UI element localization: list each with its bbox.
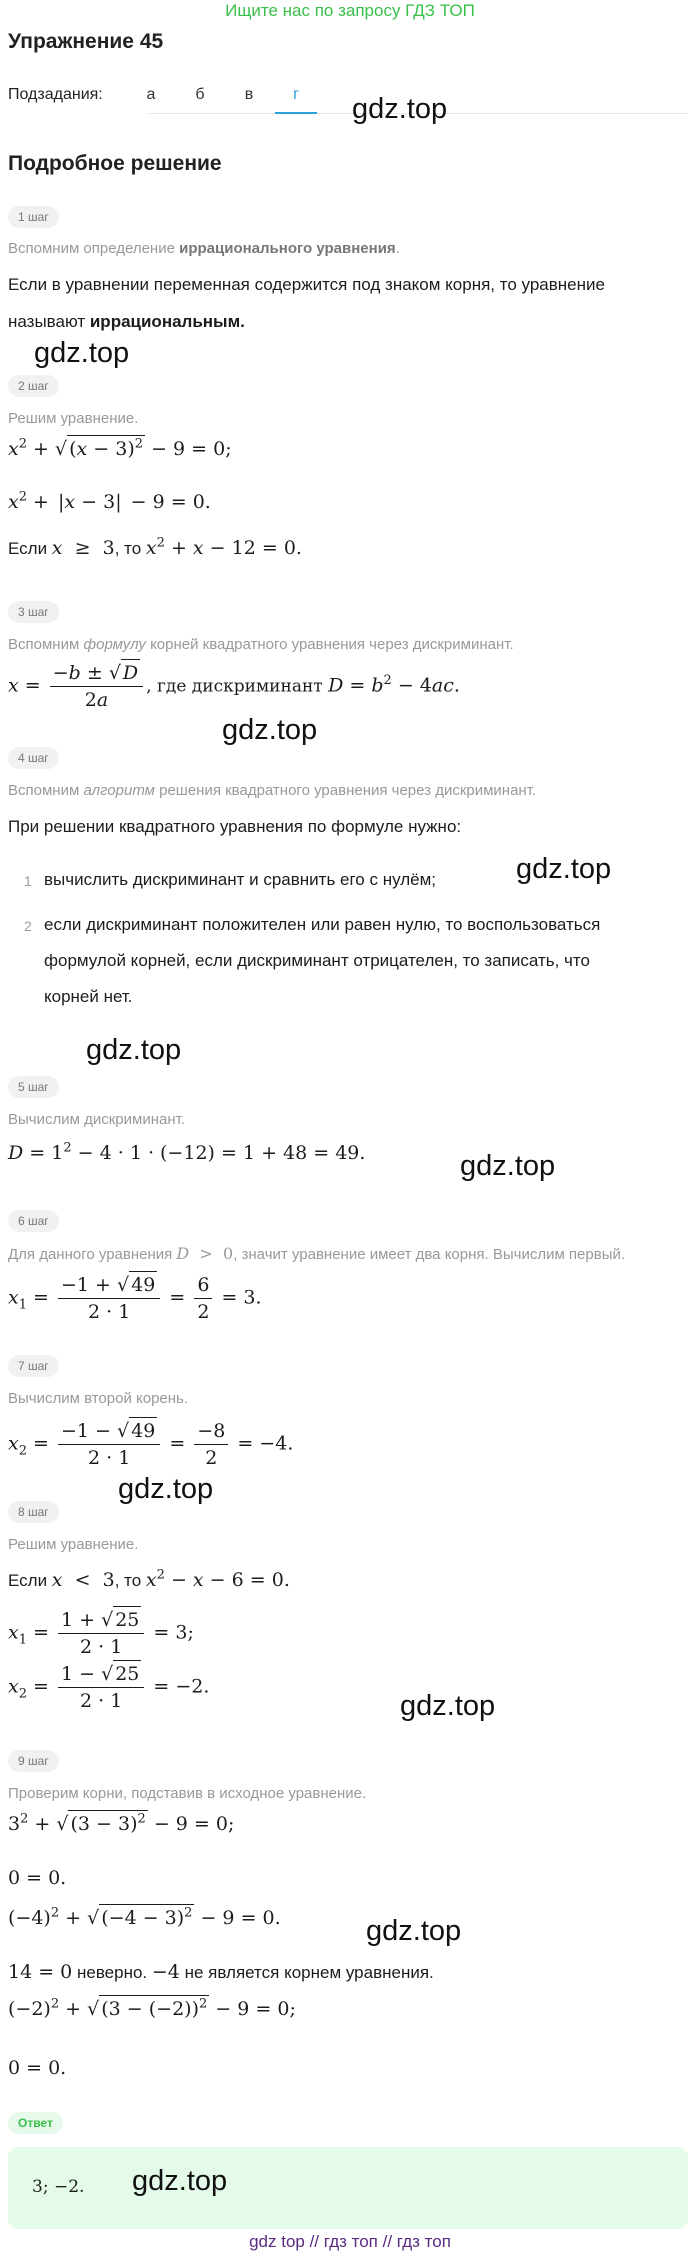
step-badge: 9 шаг — [8, 1750, 59, 1772]
watermark: gdz.top — [34, 337, 130, 369]
tab-g[interactable]: г — [293, 86, 299, 103]
equation: $(-2)^2$ + √ $(3 - (-2))^2 - 9 = 0$; — [8, 1996, 296, 2020]
watermark: gdz.top — [516, 853, 612, 885]
section-title: Подробное решение — [8, 152, 222, 175]
algorithm-intro: При решении квадратного уравнения по формуле нужно: — [8, 817, 462, 836]
answer-value: 3; −2. — [32, 2177, 85, 2197]
equation: $D = 1^2 - 4 \cdot 1 \cdot (-12) = 1 + 48 = 49$. — [8, 1140, 366, 1164]
watermark: gdz.top — [118, 1473, 214, 1505]
equation: $3^2$ + √ $(3 - 3)^2 - 9 = 0$; — [8, 1811, 235, 1835]
check-result: 14 = 0 неверно. −4 не является корнем уравнения. — [8, 1961, 434, 1983]
tab-v[interactable]: в — [244, 86, 254, 103]
step-note: Решим уравнение. — [8, 1536, 139, 1553]
step-badge: 5 шаг — [8, 1076, 59, 1098]
equation: $x_2$ = $\frac{-1 - √ 49}{2 \cdot 1}$ = $\frac{-8}{2}$ = −4. — [8, 1418, 293, 1471]
equation: $x^2 + |x - 3| - 9 = 0$. — [8, 489, 211, 513]
answer-badge: Ответ — [8, 2112, 63, 2134]
equation: $x_2$ = $\frac{1 - √ 25}{2 \cdot 1}$ = −2. — [8, 1661, 209, 1714]
footer-links[interactable]: gdz top // гдз топ // гдз топ — [249, 2232, 451, 2251]
equation: 0 = 0. — [8, 2057, 67, 2079]
watermark: gdz.top — [86, 1034, 182, 1066]
list-item: корней нет. — [44, 987, 133, 1006]
step-note: Вспомним формулу корней квадратного уравнения через дискриминант. — [8, 636, 514, 653]
search-banner[interactable]: Ищите нас по запросу ГДЗ ТОП — [225, 1, 475, 20]
step-note: Для данного уравнения D > 0, значит уравнение имеет два корня. Вычислим первый. — [8, 1244, 626, 1263]
equation: $x_1$ = $\frac{1 + √ 25}{2 \cdot 1}$ = 3; — [8, 1607, 194, 1660]
tab-b[interactable]: б — [195, 86, 205, 103]
step-badge: 8 шаг — [8, 1501, 59, 1523]
step-badge: 7 шаг — [8, 1355, 59, 1377]
step-note: Вычислим второй корень. — [8, 1390, 189, 1407]
watermark: gdz.top — [400, 1690, 496, 1722]
definition-line: Если в уравнении переменная содержится под знаком корня, то уравнение — [8, 275, 605, 294]
tab-a[interactable]: а — [146, 86, 156, 103]
watermark: gdz.top — [366, 1915, 462, 1947]
equation: $x^2$ + √ $(x - 3)^2 - 9 = 0$; — [8, 436, 232, 460]
step-note: Вспомним определение иррационального уравнения. — [8, 240, 400, 257]
active-tab-indicator — [275, 112, 317, 114]
equation: $x_1$ = $\frac{-1 + √ 49}{2 \cdot 1}$ = $\frac{6}{2}$ = 3. — [8, 1272, 262, 1325]
list-item: если дискриминант положителен или равен нулю, то воспользоваться — [44, 915, 601, 934]
watermark: gdz.top — [352, 93, 448, 125]
watermark: gdz.top — [132, 2165, 228, 2197]
watermark: gdz.top — [460, 1150, 556, 1182]
step-badge: 3 шаг — [8, 601, 59, 623]
step-badge: 2 шаг — [8, 375, 59, 397]
list-number: 1 — [24, 873, 32, 889]
step-badge: 6 шаг — [8, 1210, 59, 1232]
condition-line: Если x < 3, то $x^2 - x - 6 = 0$. — [8, 1567, 290, 1591]
subtasks-label: Подзадания: — [8, 86, 103, 103]
list-item: формулой корней, если дискриминант отрицателен, то записать, что — [44, 951, 590, 970]
step-note: Решим уравнение. — [8, 410, 139, 427]
step-note: Вычислим дискриминант. — [8, 1111, 185, 1128]
watermark: gdz.top — [222, 714, 318, 746]
definition-line: называют иррациональным. — [8, 312, 245, 331]
step-note: Вспомним алгоритм решения квадратного уравнения через дискриминант. — [8, 782, 537, 799]
exercise-title: Упражнение 45 — [8, 30, 164, 53]
step-note: Проверим корни, подставив в исходное уравнение. — [8, 1785, 367, 1802]
equation: 0 = 0. — [8, 1867, 67, 1889]
answer-box — [8, 2147, 688, 2229]
list-number: 2 — [24, 918, 32, 934]
step-badge: 4 шаг — [8, 747, 59, 769]
step-badge: 1 шаг — [8, 206, 59, 228]
condition-line: Если x ≥ 3, то $x^2 + x - 12 = 0$. — [8, 535, 302, 559]
equation: $(-4)^2$ + √ $(-4 - 3)^2 - 9 = 0$. — [8, 1905, 281, 1929]
list-item: вычислить дискриминант и сравнить его с нулём; — [44, 870, 437, 889]
formula: x = $\frac{-b \pm √ D}{2a}$ , где дискриминант $D = b^2 - 4ac$. — [8, 660, 460, 713]
